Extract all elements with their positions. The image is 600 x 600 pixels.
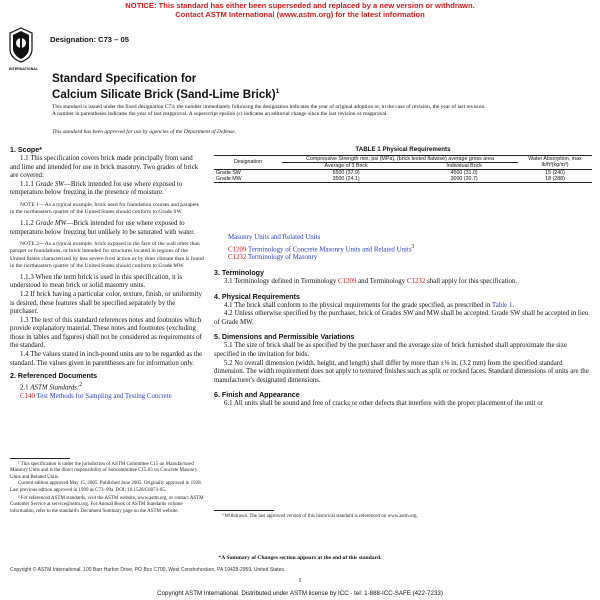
- table-title: TABLE 1 Physical Requirements: [355, 146, 451, 153]
- col-header-water: Water Absorption, max lb/ft³(kg/m³): [528, 156, 582, 169]
- astm-logo-icon: [9, 27, 33, 63]
- footnote-rule-left: [10, 458, 70, 459]
- logo-caption: INTERNATIONAL: [9, 67, 39, 71]
- para-1-1-3: 1.1.3 When the term brick is used in this specification, it is understood to mean brick or solid masonry units.: [10, 273, 183, 290]
- reference-c140[interactable]: C140 Test Methods for Sampling and Testing Concrete: [20, 393, 172, 401]
- note-2: NOTE 2—As a typical example, brick exposed in the face of the wall other than parapet or foundations, or brick intended for structures located in regions of the United States characterized by less severe frost action or by drier climate than is found in the northeastern quarter of the United States should conform to Grade MW.: [10, 241, 204, 269]
- cell-average: 3500 (24.1): [332, 175, 360, 182]
- license-line: Copyright ASTM International. Distributed under ASTM license by ICC - tel: 1-888-ICC-SAFE (422-7233): [157, 590, 443, 597]
- defense-approval-statement: This standard has been approved for use by agencies of the Department of Defense.: [52, 129, 237, 135]
- cell-water: 18 (288): [545, 175, 565, 182]
- page-title: [52, 72, 492, 101]
- para-2-1: 2.1 ASTM Standards:$^2$: [20, 382, 83, 392]
- physical-requirements-table: [214, 156, 592, 182]
- cell-individual: 4500 (31.0): [450, 169, 478, 176]
- reference-c1232[interactable]: C1232 Terminology of Masonry: [228, 254, 318, 262]
- cell-designation: Grade SW: [216, 169, 241, 176]
- physical-requirements-heading: 4. Physical Requirements: [214, 292, 300, 301]
- reference-c140-cont[interactable]: Masonry Units and Related Units: [228, 234, 321, 241]
- notice-line-1: NOTICE: This standard has either been superseded and replaced by a new version or withdrawn.: [125, 1, 475, 10]
- cell-designation: Grade MW: [216, 175, 242, 182]
- para-1-1: 1.1 This specification covers brick made principally from sand and lime and intended for use in brick masonry. Two grades of brick are covered:: [10, 155, 199, 180]
- notice-line-2: Contact ASTM International (www.astm.org) for the latest information: [175, 10, 425, 19]
- scope-heading: 1. Scope*: [10, 146, 42, 154]
- link-table-1[interactable]: Table 1: [492, 301, 513, 309]
- footnote-1-edition: Current edition approved May 15, 2005. Published June 2005. Originally approved in 1928. Last previous edition approved in 1999 as C73–99a. DOI: 10.1520/C0073-05.: [10, 481, 202, 493]
- table-1: [214, 146, 592, 183]
- dimensions-heading: 5. Dimensions and Permissible Variations: [214, 333, 355, 342]
- footnotes-left: [10, 462, 204, 515]
- title-line-1: Standard Specification for: [52, 72, 197, 85]
- title-line-2: Calcium Silicate Brick (Sand-Lime Brick)$^1$: [52, 87, 280, 101]
- footnote-2: ² For referenced ASTM standards, visit the ASTM website, www.astm.org, or contact ASTM Customer Service at service@astm.org. For Annual Book of ASTM Standards volume information, refer to the standard's Document Summary page on the ASTM website.: [10, 496, 204, 514]
- para-5-1: 5.1 The size of brick shall be as specified by the purchaser and the average size of brick furnished shall approximate the size specified in the invitation for bids.: [214, 342, 567, 359]
- para-5-2: 5.2 No overall dimension (width, height, and length) shall differ by more than ±⅛ in. (3.2 mm) from the specified standard dimension. The width requirement does not apply to textured finishes such as split or rocked faces. Standard dimensions of units are the manufacturer's designated dimensions.: [214, 359, 589, 384]
- finish-heading: 6. Finish and Appearance: [214, 391, 300, 400]
- col-header-individual: Individual Brick: [446, 162, 482, 169]
- footnote-3: ³ Withdrawn. The last approved version of this historical standard is referenced on www.astm.org.: [222, 514, 418, 519]
- para-1-2: 1.2 If brick having a particular color, texture, finish, or uniformity is desired, these features shall be specified separately by the purchaser.: [10, 290, 202, 316]
- cell-average: 5500 (37.9): [332, 169, 360, 176]
- col-header-designation: Designation: [234, 159, 262, 166]
- summary-of-changes: *A Summary of Changes section appears at the end of this standard.: [218, 555, 382, 561]
- para-1-3: 1.3 The text of this standard references notes and footnotes which provide explanatory material. These notes and footnotes (excluding those in tables and figures) shall not be considered as requirements of the standard.: [10, 316, 202, 350]
- astm-logo: [9, 27, 39, 71]
- link-c1232[interactable]: C1232: [406, 278, 426, 286]
- para-6-1: 6.1 All units shall be sound and free of cracks or other defects that interfere with the proper placement of the unit or: [224, 400, 543, 408]
- para-1-4: 1.4 The values stated in inch-pound units are to be regarded as the standard. The values given in parentheses are for information only.: [10, 351, 203, 367]
- issuance-statement: This standard is issued under the fixed designation C73; the number immediately following the designation indicates the year of original adoption or, in the case of revision, the year of last revision. A number in parentheses indicates the year of last reapproval. A superscript epsilon (ε) indicates an editorial change since the last revision or reapproval.: [52, 104, 486, 118]
- para-4-1: 4.1 The brick shall conform to the physical requirements for the grade specified, as prescribed in Table 1.: [224, 301, 515, 309]
- left-column: [10, 146, 204, 402]
- terminology-heading: 3. Terminology: [214, 269, 264, 278]
- designation: Designation: C73 – 05: [50, 35, 129, 44]
- page-number: 1: [298, 578, 302, 584]
- note-1: NOTE 1—As a typical example, brick used for foundation courses and parapets in the northeastern quarter of the United States should conform to Grade SW.: [10, 201, 199, 216]
- para-3-1: 3.1 Terminology defined in Terminology C1209 and Terminology C1232 shall apply for this specification.: [224, 278, 518, 286]
- col-header-strength: Compressive Strength min, psi (MPa), (brick tested flatwise) average gross area: [282, 156, 518, 163]
- para-1-1-2: 1.1.2 Grade MW—Brick intended for use where exposed to temperature below freezing but unlikely to be saturated with water.: [10, 220, 195, 236]
- cell-water: 15 (240): [545, 169, 565, 176]
- footnote-rule-right: [214, 510, 274, 511]
- cell-individual: 3000 (20.7): [450, 175, 478, 182]
- para-1-1-1: 1.1.1 Grade SW—Brick intended for use where exposed to temperature below freezing in the presence of moisture.: [10, 180, 183, 197]
- superseded-notice: [0, 1, 600, 19]
- copyright-line: Copyright © ASTM International, 100 Barr Harbor Drive, PO Box C700, West Conshohocken, PA 19428-2959, United States.: [10, 567, 286, 573]
- link-c1209[interactable]: C1209: [338, 278, 357, 286]
- para-4-2: 4.2 Unless otherwise specified by the purchaser, brick of Grades SW and MW shall be accepted. Grade SW shall be accepted in lieu of Grade MW.: [214, 310, 589, 326]
- col-header-average: Average of 3 Brick: [324, 162, 368, 169]
- referenced-documents-heading: 2. Referenced Documents: [10, 372, 98, 381]
- reference-c1209[interactable]: C1209 Terminology of Concrete Masonry Units and Related Units$^3$: [228, 243, 415, 253]
- footnote-1: ¹ This specification is under the jurisdiction of ASTM Committee C15 on Manufactured Masonry Units and is the direct responsibility of Subcommittee C15.03 on Concrete Masonry Units and Related Units.: [10, 462, 198, 480]
- right-column: [214, 234, 592, 409]
